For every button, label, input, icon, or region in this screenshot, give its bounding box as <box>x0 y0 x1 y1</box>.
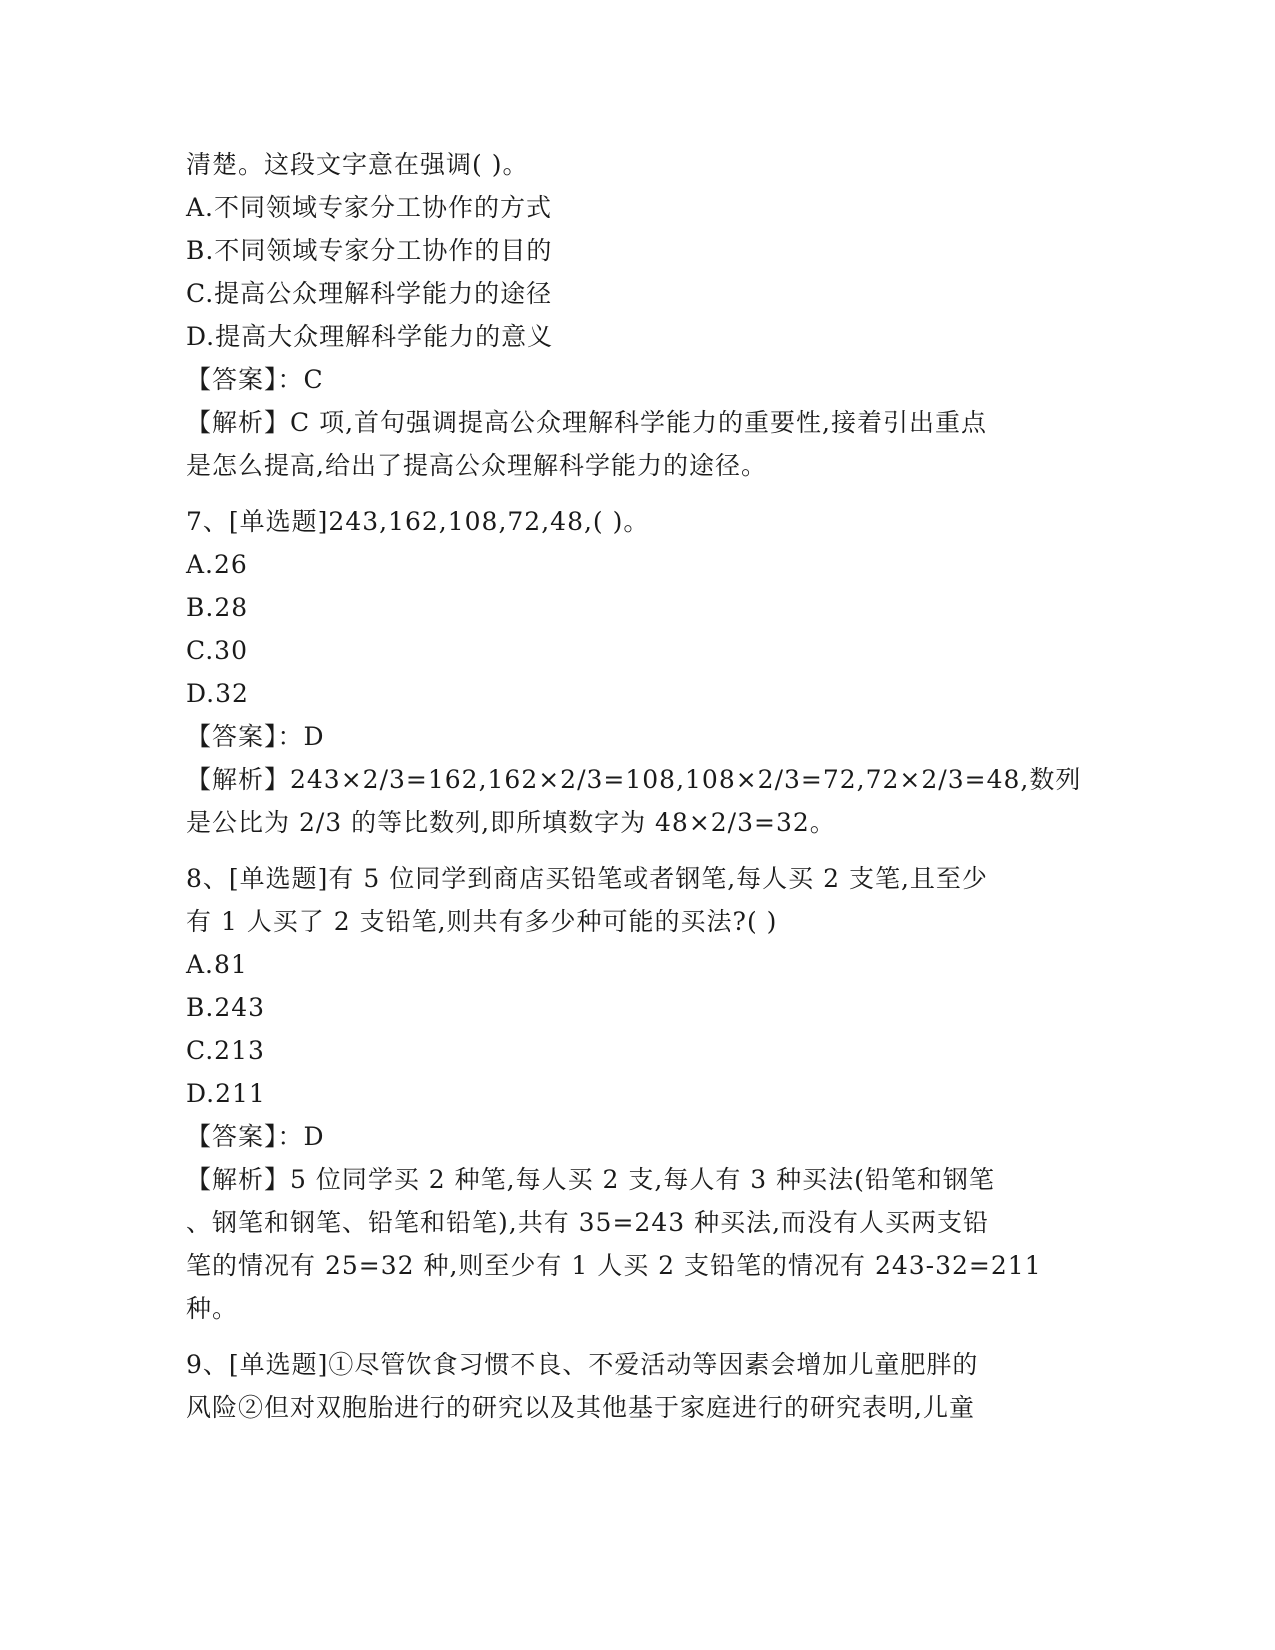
q7-option-b: B.28 <box>186 593 249 622</box>
q8-stem-line-2: 有 1 人买了 2 支铅笔,则共有多少种可能的买法?( ) <box>186 907 778 936</box>
q6-analysis-line-2: 是怎么提高,给出了提高公众理解科学能力的途径。 <box>186 451 767 480</box>
q8-stem-line-1: 8、[单选题]有 5 位同学到商店买铅笔或者钢笔,每人买 2 支笔,且至少 <box>186 864 988 893</box>
q7-analysis-line-1: 【解析】243×2/3=162,162×2/3=108,108×2/3=72,72×2/3=48,数列 <box>186 765 1082 794</box>
q6-option-c: C.提高公众理解科学能力的途径 <box>186 279 553 308</box>
page-content <box>186 143 1086 1429</box>
q7-stem: 7、[单选题]243,162,108,72,48,( )。 <box>186 507 650 536</box>
q8-option-d: D.211 <box>186 1079 266 1108</box>
q6-answer: 【答案】：C <box>186 365 324 394</box>
q8-analysis-line-1: 【解析】5 位同学买 2 种笔,每人买 2 支,每人有 3 种买法(铅笔和钢笔 <box>186 1165 995 1194</box>
q7-option-d: D.32 <box>186 679 249 708</box>
q7-analysis-line-2: 是公比为 2/3 的等比数列,即所填数字为 48×2/3=32。 <box>186 808 836 837</box>
paragraph-gap <box>186 844 1086 857</box>
q7-option-a: A.26 <box>186 550 248 579</box>
paragraph-gap <box>186 487 1086 500</box>
q9-stem-line-1: 9、[单选题]①尽管饮食习惯不良、不爱活动等因素会增加儿童肥胖的 <box>186 1350 979 1379</box>
q8-answer: 【答案】：D <box>186 1122 325 1151</box>
q7-answer: 【答案】：D <box>186 722 325 751</box>
q6-analysis-line-1: 【解析】C 项,首句强调提高公众理解科学能力的重要性,接着引出重点 <box>186 408 987 437</box>
paragraph-gap <box>186 1330 1086 1343</box>
q6-stem-tail: 清楚。这段文字意在强调( )。 <box>186 150 529 179</box>
q8-option-a: A.81 <box>186 950 248 979</box>
q9-stem-line-2: 风险②但对双胞胎进行的研究以及其他基于家庭进行的研究表明,儿童 <box>186 1393 975 1422</box>
q7-option-c: C.30 <box>186 636 248 665</box>
q6-option-b: B.不同领域专家分工协作的目的 <box>186 236 553 265</box>
q8-option-b: B.243 <box>186 993 266 1022</box>
q6-option-a: A.不同领域专家分工协作的方式 <box>186 193 553 222</box>
q8-analysis-line-3: 笔的情况有 25=32 种,则至少有 1 人买 2 支铅笔的情况有 243-32=211 <box>186 1251 1042 1280</box>
q8-option-c: C.213 <box>186 1036 265 1065</box>
q6-option-d: D.提高大众理解科学能力的意义 <box>186 322 554 351</box>
q8-analysis-line-4: 种。 <box>186 1294 239 1323</box>
q8-analysis-line-2: 、钢笔和钢笔、铅笔和铅笔),共有 35=243 种买法,而没有人买两支铅 <box>186 1208 990 1237</box>
